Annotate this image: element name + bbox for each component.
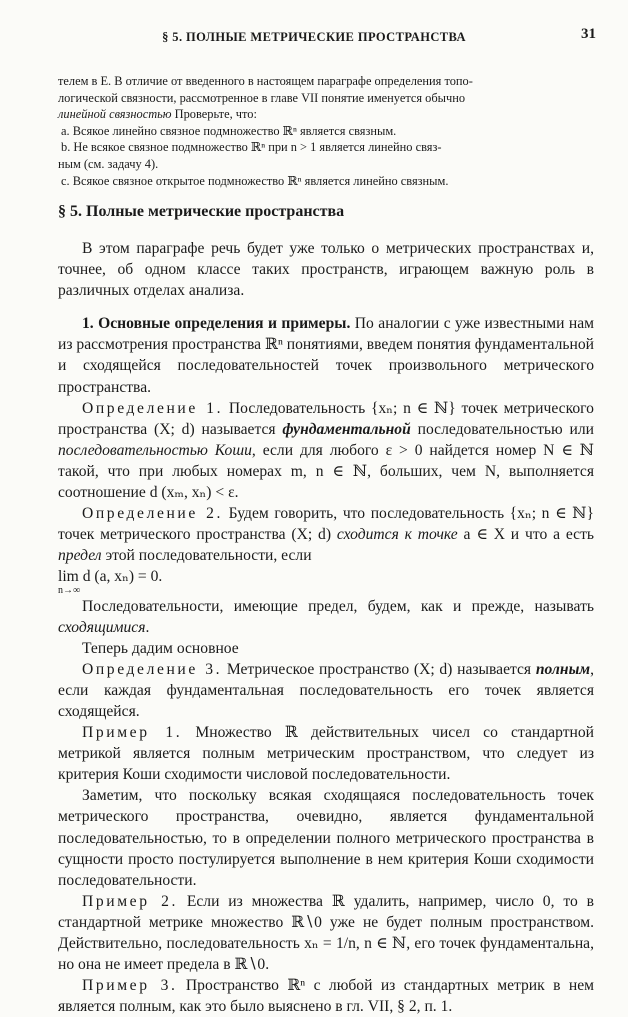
intro-line-3 (58, 106, 594, 123)
definition-3 (58, 659, 594, 722)
intro-line-2: логической связности, рассмотренное в главе VII понятие именуется обычно (58, 90, 466, 105)
example-2-text: Если из множества ℝ удалить, например, число 0, то в стандартной метрике множество ℝ∖0 уже не будет полным пространством. Действительно, последовательность xₙ = 1/n, n ∈ ℕ, его точек фундаментальна, но она не имеет предела в ℝ∖0. (58, 892, 595, 974)
definition-2-text: Будем говорить, что последовательность {xₙ; n ∈ ℕ} точек метрического пространства (X; d) (58, 505, 594, 544)
main-text (58, 238, 594, 1017)
definition-1-text: Последовательность {xₙ; n ∈ ℕ} точек метрического пространства (X; d) называется (58, 399, 594, 438)
limit-formula-subscript: n→∞ (58, 584, 81, 596)
example-1-text: Множество ℝ действительных чисел со стандартной метрикой является полным метрическим пространством, что следует из критерия Коши сходимости числовой последовательности. (58, 724, 594, 784)
limit-formula (58, 566, 594, 595)
example-2 (58, 891, 594, 975)
now-paragraph: Теперь дадим основное (82, 639, 239, 657)
exercise-item-b-2: ным (см. задачу 4). (58, 156, 159, 171)
page-number: 31 (581, 26, 596, 42)
term-fundamental: фундаментальной (282, 420, 411, 438)
intro-term: линейной связностью (58, 107, 172, 122)
definition-2-text-2: a ∈ X и что a есть (457, 526, 595, 544)
term-converges: сходится к точке (336, 526, 458, 544)
definition-2-text-3: этой последовательности, если (101, 547, 312, 565)
example-1 (58, 722, 594, 785)
exercise-item-a: a. Всякое линейно связное подмножество ℝⁿ является связным. (61, 123, 397, 138)
definition-1 (58, 398, 594, 503)
definition-3-text-2: , если каждая фундаментальная последовательность его точек является сходящейся. (58, 660, 594, 720)
definition-2 (58, 503, 594, 566)
term-complete: полным (535, 660, 591, 678)
intro-line-3-rest: Проверьте, что: (171, 107, 257, 122)
term-convergent: сходящимися (58, 618, 146, 636)
section-title: § 5. Полные метрические пространства (58, 203, 345, 220)
convergent-paragraph (58, 596, 594, 638)
intro-line-1: телем в E. В отличие от введенного в настоящем параграфе определения топо- (58, 74, 473, 88)
limit-formula-main: lim d (a, xₙ) = 0. (58, 568, 163, 586)
definition-3-text: Метрическое пространство (X; d) называется (222, 660, 536, 678)
convergent-text: Последовательности, имеющие предел, будем, как и прежде, называть (82, 597, 594, 615)
intro-paragraph: В этом параграфе речь будет уже только о метрических пространствах и, точнее, об одном классе таких пространств, играющем важную роль в различных отделах анализа. (58, 240, 594, 300)
term-cauchy: последовательностью Коши (58, 441, 252, 459)
remark-paragraph: Заметим, что поскольку всякая сходящаяся последовательность точек метрического пространства, очевидно, является фундаментальной последовательностью, то в определении полного метрического пространства в сущности просто постулируется выполнение в нем критерия Коши сходимости последовательности. (58, 787, 594, 889)
example-3 (58, 975, 594, 1017)
subsection-text: По аналогии с уже известными нам из рассмотрения пространства ℝⁿ понятиями, введем понятия фундаментальной и сходящейся последовательностей точек произвольного метрического пространства. (58, 315, 594, 396)
running-title: § 5. ПОЛНЫЕ МЕТРИЧЕСКИЕ ПРОСТРАНСТВА (162, 30, 466, 44)
example-3-label: Пример 3. (82, 977, 178, 995)
subsection-paragraph (58, 313, 594, 397)
definition-3-label: Определение 3. (82, 660, 223, 678)
example-2-label: Пример 2. (82, 892, 178, 910)
term-limit: предел (58, 547, 102, 565)
convergent-end: . (145, 618, 150, 636)
example-1-label: Пример 1. (82, 724, 183, 742)
subsection-heading: 1. Основные определения и примеры. (82, 315, 351, 333)
definition-1-text-3: , если для любого ε > 0 найдется номер N ∈ ℕ такой, что при любых номерах m, n ∈ ℕ, больших, чем N, выполняется соотношение d (xₘ, xₙ) < ε. (58, 441, 595, 502)
preceding-text-block (58, 73, 594, 189)
definition-1-label: Определение 1. (82, 399, 224, 417)
definition-1-text-2: последовательностью или (410, 420, 594, 438)
definition-2-label: Определение 2. (82, 505, 224, 523)
example-3-text: Пространство ℝⁿ с любой из стандартных метрик в нем является полным, как это было выяснено в гл. VII, § 2, п. 1. (58, 977, 595, 1016)
exercise-item-c: c. Всякое связное открытое подмножество ℝⁿ является линейно связным. (61, 173, 449, 188)
exercise-item-b-1: b. Не всякое связное подмножество ℝⁿ при n > 1 является линейно связ- (61, 140, 442, 155)
